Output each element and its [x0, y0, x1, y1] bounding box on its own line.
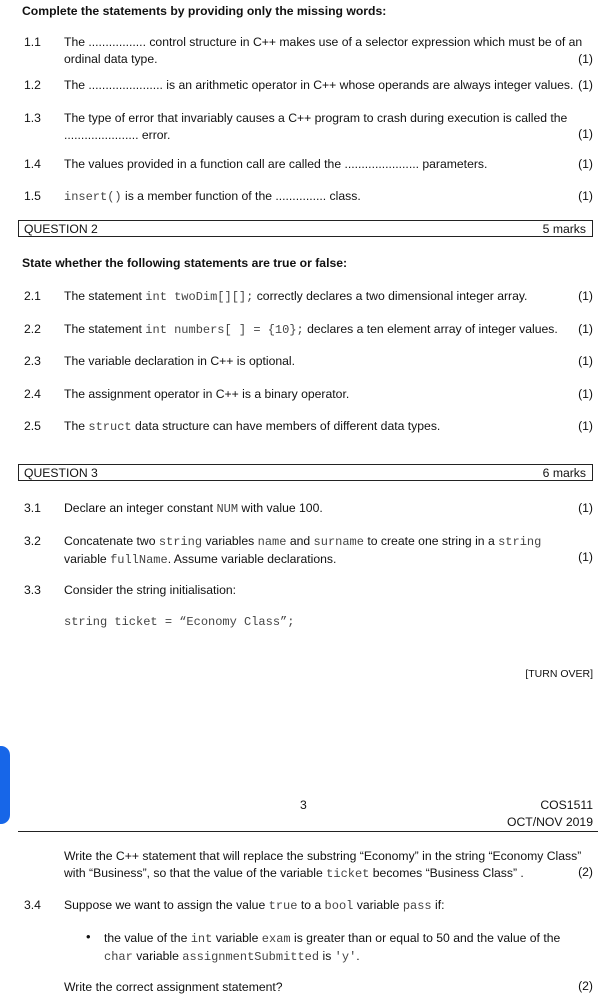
item-number: 3.1 — [24, 501, 41, 515]
statement-text: The assignment operator in C++ is a binary operator. — [64, 387, 350, 401]
marks: (1) — [578, 419, 593, 433]
marks: (2) — [578, 865, 593, 879]
statement-text: The values provided in a function call are called the ...................... parameters. — [64, 157, 488, 171]
item-number: 3.2 — [24, 534, 41, 548]
item-number: 2.3 — [24, 354, 41, 368]
statement-text: Concatenate two string variables name and surname to create one string in a string variable fullName. Assume variable declarations. — [64, 534, 542, 567]
page-edge-tab — [0, 746, 10, 824]
question-title: QUESTION 2 — [24, 222, 98, 236]
exam-session: OCT/NOV 2019 — [506, 815, 593, 829]
marks: (1) — [578, 501, 593, 515]
turn-over: [TURN OVER] — [525, 668, 593, 680]
item-number: 2.2 — [24, 322, 41, 336]
item-number: 3.4 — [24, 898, 41, 912]
question-marks: 5 marks — [542, 222, 586, 236]
marks: (1) — [578, 550, 593, 564]
item-number: 1.4 — [24, 157, 41, 171]
marks: (1) — [578, 387, 593, 401]
section-heading: Complete the statements by providing only the missing words: — [22, 4, 387, 18]
marks: (1) — [578, 322, 593, 336]
item-number: 1.1 — [24, 35, 41, 49]
bullet: • — [86, 929, 91, 944]
item-number: 1.3 — [24, 111, 41, 125]
statement-text: Consider the string initialisation: — [64, 583, 237, 597]
marks: (1) — [578, 52, 593, 66]
bullet-text: the value of the int variable exam is greater than or equal to 50 and the value of the char variable assignmentSubmitted is 'y'. — [104, 931, 561, 964]
question-marks: 6 marks — [542, 466, 586, 480]
question-title: QUESTION 3 — [24, 466, 98, 480]
item-number: 2.5 — [24, 419, 41, 433]
marks: (1) — [578, 157, 593, 171]
statement-text: The type of error that invariably causes a C++ program to crash during execution is called the ...................... error. — [64, 111, 568, 142]
statement-text: insert() is a member function of the ............... class. — [64, 189, 361, 204]
statement-text: The ................. control structure in C++ makes use of a selector expression which must be of an ordinal data type. — [64, 35, 583, 66]
item-number: 2.1 — [24, 289, 41, 303]
statement-text: The ...................... is an arithmetic operator in C++ whose operands are always integer values. — [64, 78, 574, 92]
code-snippet: string ticket = “Economy Class”; — [64, 615, 295, 629]
statement-text: Suppose we want to assign the value true to a bool variable pass if: — [64, 898, 445, 913]
marks: (1) — [578, 289, 593, 303]
statement-text: The struct data structure can have members of different data types. — [64, 419, 441, 434]
marks: (2) — [578, 979, 593, 993]
statement-text: Declare an integer constant NUM with value 100. — [64, 501, 323, 516]
course-code: COS1511 — [540, 798, 593, 812]
item-number: 2.4 — [24, 387, 41, 401]
question-header — [18, 464, 593, 481]
item-number: 1.5 — [24, 189, 41, 203]
marks: (1) — [578, 354, 593, 368]
item-number: 3.3 — [24, 583, 41, 597]
statement-text: The statement int numbers[ ] = {10}; declares a ten element array of integer values. — [64, 322, 558, 337]
item-number: 1.2 — [24, 78, 41, 92]
statement-text: Write the correct assignment statement? — [64, 980, 283, 994]
marks: (1) — [578, 78, 593, 92]
page-number: 3 — [300, 798, 307, 812]
section-heading: State whether the following statements are true or false: — [22, 256, 348, 270]
statement-text: Write the C++ statement that will replace the substring “Economy” in the string “Economy Class” with “Business”, so that the value of the variable ticket becomes “Business Class” . — [64, 849, 582, 881]
statement-text: The variable declaration in C++ is optional. — [64, 354, 296, 368]
header-divider — [18, 831, 598, 832]
marks: (1) — [578, 189, 593, 203]
marks: (1) — [578, 127, 593, 141]
question-header — [18, 220, 593, 237]
statement-text: The statement int twoDim[][]; correctly declares a two dimensional integer array. — [64, 289, 528, 304]
